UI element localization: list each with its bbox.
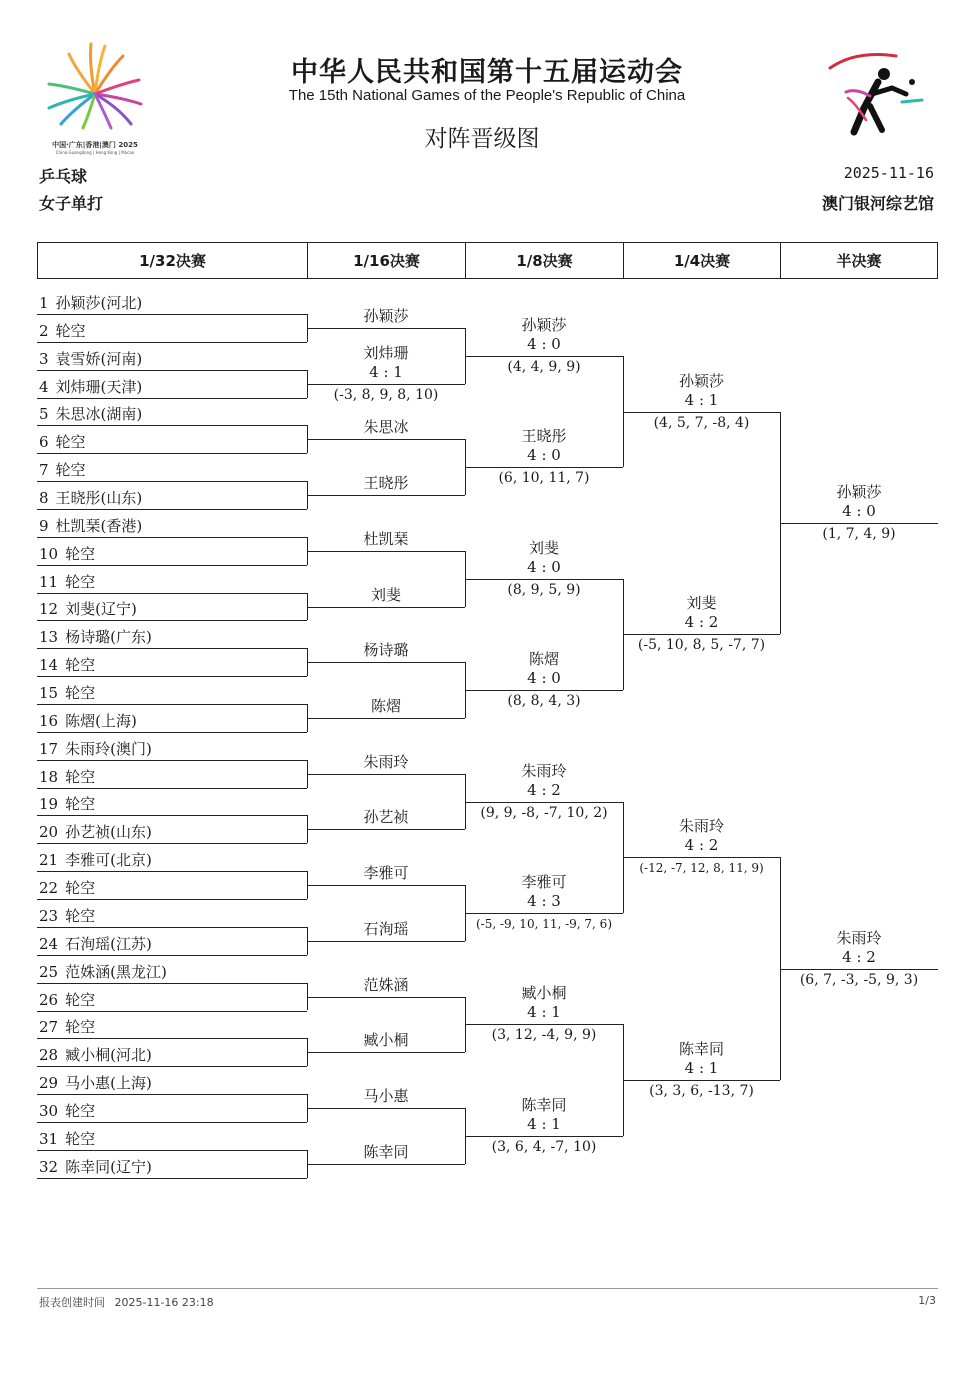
bracket-line [37, 732, 307, 733]
match-score: 4 : 2 [684, 613, 719, 632]
entry-seed: 24 [39, 934, 59, 953]
entry-name: 李雅可(北京) [65, 851, 152, 870]
match-winner: 石洵瑶 [363, 919, 409, 938]
bracket-entry [39, 1017, 95, 1037]
round-header-r32: 1/32决赛 [37, 242, 307, 279]
bracket-entry [39, 377, 142, 397]
match-score: 4 : 1 [527, 1003, 561, 1022]
bracket-line [623, 412, 780, 413]
match-game-scores [780, 525, 938, 544]
match-winner: 陈幸同 [363, 1142, 409, 1161]
game-scores-text: (6, 10, 11, 7) [498, 470, 590, 487]
game-scores-text: (4, 5, 7, -8, 4) [653, 414, 750, 431]
bracket-entry [39, 850, 152, 870]
match-winner: 刘斐 [370, 585, 401, 604]
match-score: 4 : 1 [684, 390, 719, 409]
entry-seed: 10 [39, 544, 59, 563]
bracket-entry [39, 627, 152, 647]
bracket-entry [39, 460, 86, 480]
bracket-line [307, 997, 465, 998]
entry-name: 轮空 [65, 544, 96, 563]
match-game-scores [623, 1082, 780, 1101]
match-game-scores [465, 915, 623, 934]
entry-seed: 22 [39, 879, 59, 898]
bracket-line [307, 551, 465, 552]
bracket-entry [39, 1101, 95, 1121]
match-game-scores [465, 581, 623, 600]
match-winner: 朱雨玲 [521, 761, 567, 780]
entry-name: 陈熠(上海) [65, 711, 137, 730]
match-score: 4 : 0 [527, 334, 561, 353]
match-winner: 杨诗璐 [363, 641, 409, 660]
match-result [307, 864, 465, 883]
game-scores-text: (-5, 10, 8, 5, -7, 7) [637, 637, 766, 654]
bracket-line [307, 885, 465, 886]
match-result [465, 873, 623, 911]
match-winner: 杜凯琹 [363, 529, 409, 548]
match-result [465, 316, 623, 354]
entry-seed: 20 [39, 823, 59, 842]
bracket-line [465, 913, 623, 914]
entry-name: 范姝涵(黑龙江) [65, 962, 167, 981]
entry-seed: 18 [39, 767, 59, 786]
bracket-line [37, 620, 307, 621]
match-score: 4 : 2 [842, 947, 876, 966]
bracket-line [465, 579, 623, 580]
match-result [307, 307, 465, 326]
bracket-line [465, 802, 623, 803]
match-winner: 臧小桐 [363, 1031, 409, 1050]
bracket-line [37, 1178, 307, 1179]
bracket-line [307, 941, 465, 942]
bracket-line [37, 788, 307, 789]
bracket-line [465, 1024, 623, 1025]
match-winner: 孙艺祯 [363, 808, 409, 827]
match-winner: 李雅可 [521, 872, 567, 891]
entry-seed: 31 [39, 1129, 59, 1148]
bracket-entry [39, 544, 95, 564]
entry-name: 轮空 [65, 684, 96, 703]
match-result [307, 976, 465, 995]
match-winner: 臧小桐 [521, 984, 567, 1003]
round-header-r8: 1/8决赛 [465, 242, 623, 279]
bracket-line [37, 676, 307, 677]
bracket-line [37, 760, 307, 761]
game-scores-text: (-3, 8, 9, 8, 10) [333, 386, 439, 403]
footer-created [39, 1294, 214, 1310]
match-winner: 孙颖莎 [521, 315, 567, 334]
match-result [307, 641, 465, 660]
entry-seed: 14 [39, 656, 59, 675]
event-label: 女子单打 [39, 194, 104, 213]
match-game-scores [465, 469, 623, 488]
entry-seed: 4 [39, 377, 49, 396]
game-scores-text: (3, 3, 6, -13, 7) [649, 1083, 754, 1100]
entry-seed: 12 [39, 600, 59, 619]
game-scores-text: (9, 9, -8, -7, 10, 2) [480, 804, 608, 821]
match-winner: 范姝涵 [363, 975, 409, 994]
entry-name: 轮空 [65, 990, 96, 1009]
match-game-scores [623, 414, 780, 433]
entry-seed: 19 [39, 795, 59, 814]
match-winner: 刘炜珊 [363, 343, 409, 362]
match-game-scores [465, 692, 623, 711]
match-winner: 刘斐 [686, 594, 717, 613]
entry-name: 轮空 [65, 767, 96, 786]
bracket-line [307, 439, 465, 440]
bracket-entry [39, 516, 142, 536]
bracket-subtitle: 对阵晋级图 [424, 126, 540, 152]
match-result [623, 1040, 780, 1078]
bracket-line [37, 342, 307, 343]
match-winner: 朱雨玲 [363, 752, 409, 771]
venue-label: 澳门银河综艺馆 [821, 194, 934, 213]
entry-seed: 32 [39, 1157, 59, 1176]
bracket-entry [39, 1045, 152, 1065]
match-winner: 马小惠 [363, 1087, 409, 1105]
match-winner: 朱思冰 [363, 418, 409, 437]
match-winner: 孙颖莎 [363, 306, 409, 325]
bracket-line [307, 1052, 465, 1053]
entry-name: 王晓彤(山东) [55, 489, 143, 508]
bracket-entry [39, 1157, 152, 1177]
match-score: 4 : 0 [527, 669, 561, 688]
bracket-line [37, 314, 307, 315]
bracket-line [37, 425, 307, 426]
round-header-qf: 1/4决赛 [623, 242, 780, 279]
game-scores-text: (1, 7, 4, 9) [822, 525, 896, 542]
bracket-line [37, 453, 307, 454]
entry-name: 轮空 [55, 321, 86, 340]
entry-name: 杨诗璐(广东) [65, 628, 152, 647]
match-result [307, 920, 465, 939]
bracket-line [37, 509, 307, 510]
bracket-line [307, 1108, 465, 1109]
entry-name: 刘斐(辽宁) [65, 600, 137, 619]
entry-name: 朱雨玲(澳门) [65, 739, 152, 758]
entry-name: 轮空 [55, 461, 86, 480]
bracket-line [37, 648, 307, 649]
entry-name: 轮空 [65, 906, 96, 925]
bracket-line [307, 607, 465, 608]
match-game-scores [465, 804, 623, 823]
entry-name: 轮空 [65, 879, 96, 898]
bracket-line [623, 634, 780, 635]
entry-name: 臧小桐(河北) [65, 1046, 152, 1065]
bracket-entry [39, 404, 142, 424]
entry-name: 孙艺祯(山东) [65, 823, 152, 842]
round-header-r16: 1/16决赛 [307, 242, 465, 279]
entry-name: 轮空 [55, 433, 86, 452]
sport-label: 乒乓球 [39, 167, 88, 186]
bracket-entry [39, 1073, 152, 1093]
match-result [307, 1087, 465, 1106]
match-game-scores [307, 386, 465, 405]
match-result [307, 344, 465, 382]
match-result [623, 817, 780, 855]
match-result [780, 929, 938, 967]
bracket-line [307, 384, 465, 385]
bracket-entry [39, 934, 152, 954]
bracket-line [37, 704, 307, 705]
entry-name: 孙颖莎(河北) [55, 294, 143, 312]
match-score: 4 : 0 [527, 557, 561, 576]
footer-created-time: 2025-11-16 23:18 [114, 1296, 214, 1309]
bracket-entry [39, 962, 167, 982]
entry-name: 石洵瑶(江苏) [65, 934, 152, 953]
entry-seed: 27 [39, 1018, 59, 1037]
bracket-line [307, 829, 465, 830]
match-score: 4 : 2 [684, 836, 719, 855]
footer-divider [37, 1288, 938, 1289]
match-result [780, 483, 938, 521]
match-result [307, 418, 465, 437]
match-result [307, 1031, 465, 1050]
bracket-line [307, 662, 465, 663]
bracket-line [465, 467, 623, 468]
bracket-line [623, 857, 780, 858]
round-header-sf: 半决赛 [780, 242, 938, 279]
bracket-line [37, 565, 307, 566]
game-scores-text: (3, 6, 4, -7, 10) [491, 1138, 597, 1155]
match-result [623, 372, 780, 410]
game-scores-text: (-5, -9, 10, 11, -9, 7, 6) [475, 916, 612, 931]
match-score: 4 : 0 [842, 501, 876, 520]
match-game-scores [623, 859, 780, 878]
entry-name: 刘炜珊(天津) [55, 377, 143, 396]
match-result [307, 586, 465, 605]
entry-seed: 28 [39, 1046, 59, 1065]
entry-name: 轮空 [65, 795, 96, 814]
bracket-line [37, 899, 307, 900]
match-winner: 王晓彤 [363, 474, 409, 493]
title-chinese: 中华人民共和国第十五届运动会 [291, 57, 683, 88]
bracket-line [780, 523, 938, 524]
entry-name: 袁雪娇(河南) [55, 349, 143, 368]
entry-seed: 17 [39, 739, 59, 758]
match-winner: 孙颖莎 [678, 371, 724, 390]
bracket-line [37, 1066, 307, 1067]
footer-created-label: 报表创建时间 [39, 1296, 105, 1309]
match-result [465, 539, 623, 577]
match-winner: 陈幸同 [521, 1095, 567, 1114]
entry-seed: 3 [39, 349, 49, 368]
logo-subtext: China·Guangdong | Hong Kong | Macao [55, 150, 135, 155]
date-label: 2025-11-16 [843, 164, 934, 182]
bracket-line [37, 871, 307, 872]
bracket-line [465, 356, 623, 357]
bracket-entry [39, 599, 137, 619]
bracket-line [37, 593, 307, 594]
match-score: 4 : 3 [527, 891, 561, 910]
match-score: 4 : 1 [684, 1059, 719, 1078]
match-winner: 李雅可 [363, 864, 409, 883]
bracket-line [307, 495, 465, 496]
bracket-line [37, 1150, 307, 1151]
bracket-line [465, 690, 623, 691]
bracket-line [465, 1136, 623, 1137]
entry-name: 杜凯琹(香港) [55, 516, 143, 535]
bracket-line [37, 983, 307, 984]
game-scores-text: (8, 8, 4, 3) [507, 693, 581, 710]
entry-seed: 13 [39, 628, 59, 647]
match-score: 4 : 2 [527, 780, 561, 799]
entry-seed: 9 [39, 516, 49, 535]
bracket-line [37, 481, 307, 482]
entry-name: 朱思冰(湖南) [55, 405, 143, 424]
entry-seed: 15 [39, 684, 59, 703]
entry-seed: 6 [39, 433, 49, 452]
game-scores-text: (3, 12, -4, 9, 9) [491, 1027, 597, 1044]
bracket-line [307, 328, 465, 329]
bracket-entry [39, 767, 95, 787]
bracket-line [37, 955, 307, 956]
bracket-line [307, 774, 465, 775]
entry-seed: 26 [39, 990, 59, 1009]
match-result [307, 530, 465, 549]
match-winner: 陈熠 [528, 650, 559, 669]
match-winner: 朱雨玲 [836, 928, 882, 947]
bracket-line [37, 1122, 307, 1123]
match-result [307, 1143, 465, 1162]
bracket-entry [39, 293, 142, 313]
bracket-entry [39, 321, 86, 341]
game-scores-text: (6, 7, -3, -5, 9, 3) [799, 971, 919, 988]
entry-name: 轮空 [65, 1018, 96, 1037]
bracket-entry [39, 349, 142, 369]
match-winner: 陈熠 [370, 696, 401, 715]
game-scores-text: (4, 4, 9, 9) [507, 358, 581, 375]
bracket-line [37, 815, 307, 816]
match-result [465, 1096, 623, 1134]
bracket-line [307, 1164, 465, 1165]
entry-name: 轮空 [65, 1129, 96, 1148]
bracket-entry [39, 655, 95, 675]
match-winner: 孙颖莎 [836, 482, 882, 501]
entry-seed: 8 [39, 489, 49, 508]
entry-seed: 5 [39, 405, 49, 424]
bracket-line [307, 718, 465, 719]
entry-seed: 25 [39, 962, 59, 981]
logo-text: 中国·广东|香港|澳门 2025 [52, 141, 138, 149]
bracket-line [37, 1038, 307, 1039]
entry-name: 轮空 [65, 572, 96, 591]
bracket-entry [39, 990, 95, 1010]
bracket-entry [39, 683, 95, 703]
bracket-entry [39, 794, 95, 814]
match-result [465, 762, 623, 800]
entry-name: 轮空 [65, 656, 96, 675]
bracket-line [37, 1011, 307, 1012]
match-result [465, 427, 623, 465]
match-game-scores [623, 636, 780, 655]
match-score: 4 : 1 [527, 1114, 561, 1133]
match-game-scores [465, 1138, 623, 1157]
bracket-line [37, 537, 307, 538]
entry-seed: 21 [39, 851, 59, 870]
bracket-line [780, 969, 938, 970]
match-winner: 陈幸同 [678, 1040, 724, 1059]
bracket-entry [39, 432, 86, 452]
match-result [307, 697, 465, 716]
entry-name: 轮空 [65, 1101, 96, 1120]
bracket-entry [39, 878, 95, 898]
bracket-entry [39, 1129, 95, 1149]
bracket-entry [39, 488, 142, 508]
match-winner: 王晓彤 [521, 427, 567, 446]
match-result [465, 984, 623, 1022]
bracket-entry [39, 711, 137, 731]
bracket-entry [39, 572, 95, 592]
footer-page-number: 1/3 [918, 1294, 936, 1307]
match-score: 4 : 0 [527, 446, 561, 465]
bracket-line [37, 398, 307, 399]
bracket-entry [39, 906, 95, 926]
game-scores-text: (8, 9, 5, 9) [507, 581, 581, 598]
bracket-line [37, 843, 307, 844]
bracket-entry [39, 822, 152, 842]
game-scores-text: (-12, -7, 12, 8, 11, 9) [639, 861, 764, 876]
entry-seed: 2 [39, 321, 49, 340]
match-game-scores [465, 1026, 623, 1045]
match-result [623, 594, 780, 632]
entry-seed: 29 [39, 1074, 59, 1093]
entry-seed: 11 [39, 572, 59, 591]
match-result [307, 808, 465, 827]
match-game-scores [465, 358, 623, 377]
bracket-line [623, 1080, 780, 1081]
entry-name: 陈幸同(辽宁) [65, 1157, 152, 1176]
bracket-line [37, 1094, 307, 1095]
entry-seed: 23 [39, 906, 59, 925]
bracket-line [37, 927, 307, 928]
match-result [307, 753, 465, 772]
match-result [465, 650, 623, 688]
entry-seed: 16 [39, 711, 59, 730]
match-winner: 朱雨玲 [678, 817, 724, 836]
entry-seed: 1 [39, 294, 49, 312]
match-winner: 刘斐 [528, 538, 559, 557]
match-score: 4 : 1 [369, 362, 403, 381]
title-english: The 15th National Games of the People's Republic of China [288, 87, 686, 104]
entry-seed: 30 [39, 1101, 59, 1120]
match-game-scores [780, 971, 938, 990]
entry-seed: 7 [39, 461, 49, 480]
bracket-entry [39, 739, 152, 759]
match-result [307, 474, 465, 493]
entry-name: 马小惠(上海) [65, 1074, 152, 1093]
bracket-line [37, 370, 307, 371]
